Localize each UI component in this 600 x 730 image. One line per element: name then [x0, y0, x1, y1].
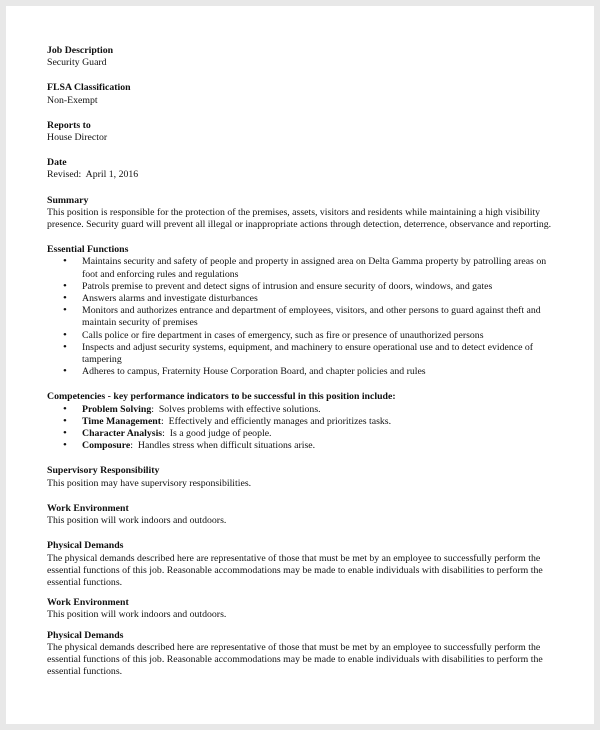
physical-demands-heading: Physical Demands: [47, 540, 124, 552]
physical-demands-heading: Physical Demands: [47, 629, 124, 641]
job-description-document: [47, 45, 563, 678]
essential-functions-list: [47, 256, 563, 378]
list-item: • Inspects and adjust security systems, equipment, and machinery to ensure operational use and to detect evidence of tampering: [82, 342, 563, 366]
competency-description: Effectively and efficiently manages and prioritizes tasks.: [168, 415, 392, 427]
supervisory-body: This position may have supervisory responsibilities.: [47, 477, 252, 489]
section-work-environment-1: [47, 503, 563, 527]
list-item: • Monitors and authorizes entrance and department of employees, visitors, and other persons to guard against theft and maintain security of premises: [82, 305, 563, 329]
section-flsa-classification: [47, 82, 563, 106]
competency-description: Solves problems with effective solutions.: [158, 403, 321, 415]
date-value: Revised: April 1, 2016: [47, 169, 139, 181]
section-physical-demands-2: [47, 630, 563, 679]
competency-description: Is a good judge of people.: [169, 428, 272, 440]
flsa-value: Non-Exempt: [47, 94, 98, 106]
list-item: • Calls police or fire department in cases of emergency, such as fire or presence of unauthorized persons: [82, 330, 563, 342]
physical-demands-body: The physical demands described here are representative of those that must be met by an employee to successfully perform the essential functions of this job. Reasonable accommodations may be made to enable individuals with disabilities to perform the essential functions.: [47, 552, 546, 588]
date-heading: Date: [47, 157, 67, 169]
competency-term: Time Management: [82, 415, 161, 427]
job-description-heading: Job Description: [47, 45, 114, 56]
section-essential-functions: [47, 244, 563, 378]
list-item: [82, 428, 563, 440]
list-item: • Patrols premise to prevent and detect signs of intrusion and ensure security of doors, windows, and gates: [82, 281, 563, 293]
section-supervisory-responsibility: [47, 465, 563, 489]
competencies-list: [47, 404, 563, 453]
section-job-description: [47, 45, 563, 69]
document-page: [6, 6, 594, 724]
work-environment-heading: Work Environment: [47, 597, 129, 609]
competency-term: Composure: [82, 440, 131, 452]
work-environment-heading: Work Environment: [47, 502, 129, 514]
section-competencies: [47, 391, 563, 452]
section-summary: [47, 195, 563, 232]
section-date: [47, 157, 563, 181]
competency-separator: :: [162, 428, 170, 440]
list-item: • Answers alarms and investigate disturbances: [82, 293, 563, 305]
list-item: [82, 404, 563, 416]
competency-term: Character Analysis: [82, 428, 163, 440]
list-item: [82, 416, 563, 428]
summary-body: This position is responsible for the protection of the premises, assets, visitors and residents while maintaining a high visibility presence. Security guard will prevent all illegal or inappropriate actions through detection, deterrence, observance and reporting.: [47, 206, 552, 231]
supervisory-heading: Supervisory Responsibility: [47, 465, 160, 477]
competency-separator: :: [130, 440, 138, 452]
job-description-value: Security Guard: [47, 57, 107, 69]
competency-separator: :: [151, 403, 159, 415]
list-item: • Adheres to campus, Fraternity House Corporation Board, and chapter policies and rules: [82, 366, 563, 378]
competency-term: Problem Solving: [82, 403, 152, 415]
competencies-heading: Competencies - key performance indicators to be successful in this position include:: [47, 391, 396, 403]
physical-demands-body: The physical demands described here are representative of those that must be met by an employee to successfully perform the essential functions of this job. Reasonable accommodations may be made to enable individuals with disabilities to perform the essential functions.: [47, 641, 546, 678]
competency-separator: :: [161, 415, 169, 427]
section-work-environment-2: [47, 597, 563, 621]
section-reports-to: [47, 120, 563, 144]
work-environment-body: This position will work indoors and outdoors.: [47, 515, 227, 527]
summary-heading: Summary: [47, 194, 89, 206]
competency-description: Handles stress when difficult situations arise.: [137, 440, 316, 452]
flsa-heading: FLSA Classification: [47, 82, 131, 94]
list-item: • Maintains security and safety of people and property in assigned area on Delta Gamma property by patrolling areas on foot and enforcing rules and regulations: [82, 256, 563, 280]
section-physical-demands-1: [47, 540, 563, 589]
reports-to-value: House Director: [47, 132, 108, 144]
essential-functions-heading: Essential Functions: [47, 244, 129, 256]
list-item: [82, 440, 563, 452]
work-environment-body: This position will work indoors and outdoors.: [47, 609, 227, 621]
reports-to-heading: Reports to: [47, 119, 91, 131]
